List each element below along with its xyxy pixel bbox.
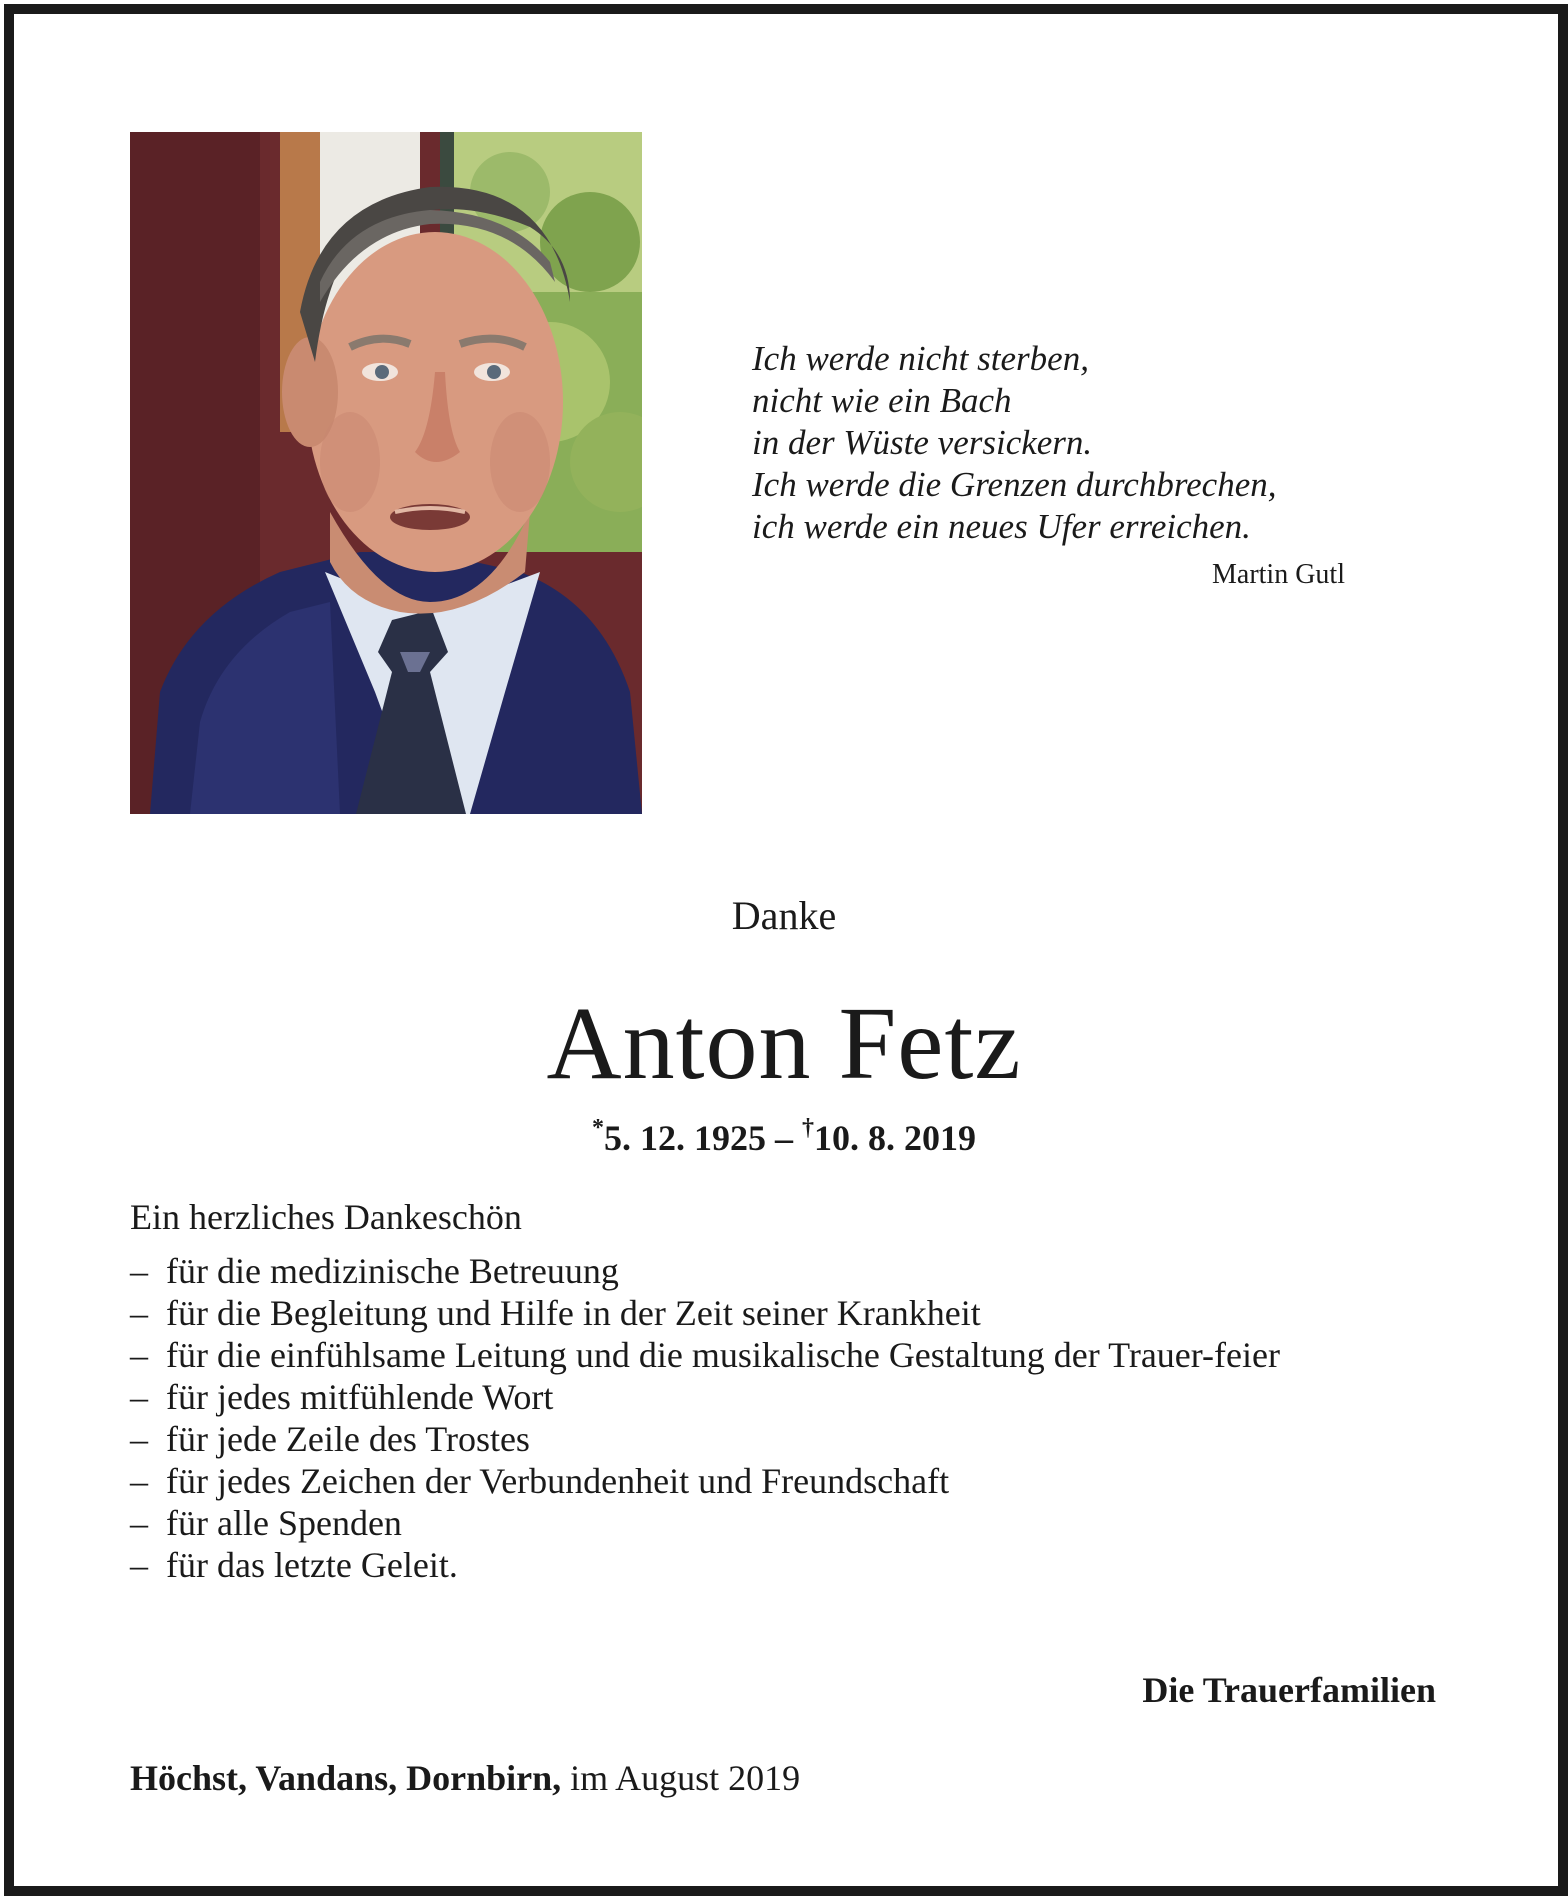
- list-item-text: für jedes mitfühlende Wort: [166, 1377, 554, 1417]
- list-marker: –: [130, 1419, 148, 1459]
- list-marker: –: [130, 1293, 148, 1333]
- list-item: [130, 1544, 1450, 1586]
- birth-symbol: *: [592, 1115, 604, 1141]
- date-separator: –: [766, 1118, 802, 1158]
- poem-line: nicht wie ein Bach: [752, 381, 1012, 420]
- list-marker: –: [130, 1377, 148, 1417]
- place-and-date: [130, 1756, 800, 1800]
- list-marker: –: [130, 1461, 148, 1501]
- poem-line: Ich werde nicht sterben,: [752, 339, 1089, 378]
- list-marker: –: [130, 1503, 148, 1543]
- list-item-text: für die medizinische Betreuung: [166, 1251, 619, 1291]
- signature: Die Trauerfamilien: [1142, 1670, 1436, 1710]
- list-item-text: für alle Spenden: [166, 1503, 402, 1543]
- list-item-text: für das letzte Geleit.: [166, 1545, 458, 1585]
- list-marker: –: [130, 1335, 148, 1375]
- thanks-list: [130, 1250, 1450, 1586]
- place-towns: Höchst, Vandans, Dornbirn,: [130, 1758, 562, 1798]
- list-item: [130, 1250, 1450, 1292]
- list-item: [130, 1460, 1450, 1502]
- life-dates: [0, 1116, 1568, 1160]
- deceased-name: Anton Fetz: [546, 986, 1022, 1101]
- death-symbol: †: [802, 1115, 814, 1141]
- list-item: [130, 1418, 1450, 1460]
- death-date: 10. 8. 2019: [814, 1118, 976, 1158]
- birth-date: 5. 12. 1925: [604, 1118, 766, 1158]
- list-item: [130, 1502, 1450, 1544]
- list-marker: –: [130, 1545, 148, 1585]
- poem: [752, 338, 1352, 548]
- poem-line: Ich werde die Grenzen durchbrechen,: [752, 465, 1277, 504]
- poem-author: Martin Gutl: [1212, 559, 1345, 590]
- list-item: [130, 1376, 1450, 1418]
- list-item-text: für jedes Zeichen der Verbundenheit und Freundschaft: [166, 1461, 950, 1501]
- heading: Danke: [731, 893, 837, 938]
- poem-line: ich werde ein neues Ufer erreichen.: [752, 507, 1251, 546]
- poem-line: in der Wüste versickern.: [752, 423, 1093, 462]
- list-item-text: für die Begleitung und Hilfe in der Zeit seiner Krankheit: [166, 1293, 981, 1333]
- list-marker: –: [130, 1251, 148, 1291]
- list-item: [130, 1334, 1450, 1376]
- place-date: im August 2019: [561, 1758, 801, 1798]
- list-item-text: für jede Zeile des Trostes: [166, 1419, 530, 1459]
- list-item-text: für die einfühlsame Leitung und die musikalische Gestaltung der Trauer-feier: [166, 1335, 1280, 1375]
- list-item: [130, 1292, 1450, 1334]
- thanks-intro: Ein herzliches Dankeschön: [130, 1197, 522, 1237]
- portrait-photo: [130, 132, 642, 814]
